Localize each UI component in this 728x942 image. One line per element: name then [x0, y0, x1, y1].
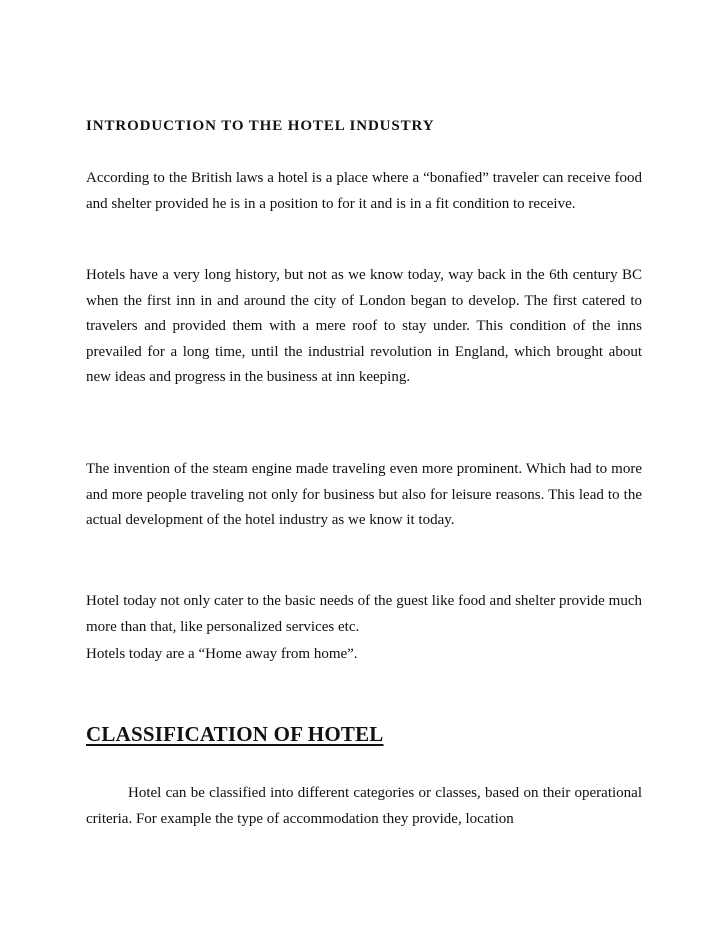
paragraph-classification: Hotel can be classified into different categories or classes, based on their operational criteria. For example the type of accommodation they provide, location [86, 785, 642, 827]
paragraph-home-away: Hotels today are a “Home away from home”. [86, 646, 358, 662]
paragraph-hotel-history: Hotels have a very long history, but not as we know today, way back in the 6th century BC when the first inn in and around the city of London began to develop. The first catered to travelers and provided them with a mere roof to stay under. This condition of the inns prevailed for a long time, until the industrial revolution in England, which brought about new ideas and progress in the business at inn keeping. [86, 267, 642, 385]
section-heading-introduction: INTRODUCTION TO THE HOTEL INDUSTRY [86, 118, 435, 134]
paragraph-steam-engine: The invention of the steam engine made traveling even more prominent. Which had to more and more people traveling not only for business but also for leisure reasons. This lead to the actual development of the hotel industry as we know it today. [86, 461, 642, 528]
paragraph-hotel-definition: According to the British laws a hotel is a place where a “bonafied” traveler can receive food and shelter provided he is in a position to for it and is in a fit condition to receive. [86, 170, 642, 212]
paragraph-hotel-today: Hotel today not only cater to the basic needs of the guest like food and shelter provide much more than that, like personalized services etc. [86, 593, 642, 635]
section-heading-classification: CLASSIFICATION OF HOTEL [86, 722, 384, 746]
